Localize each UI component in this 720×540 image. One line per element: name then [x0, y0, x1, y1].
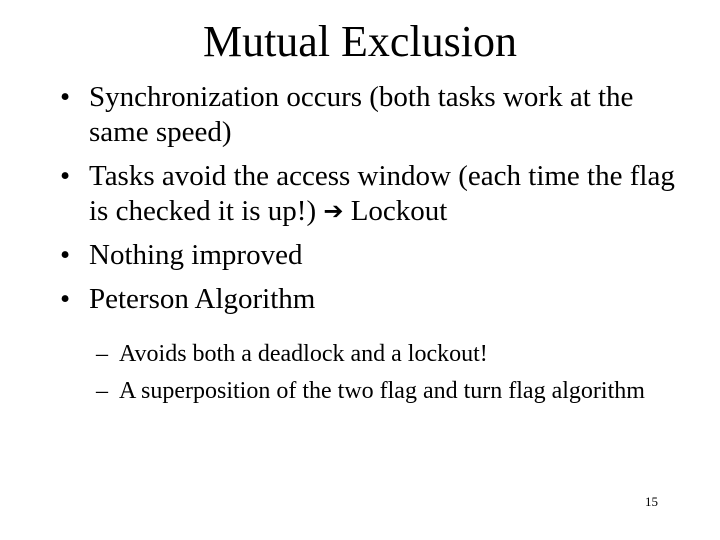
bullet-marker: • [60, 81, 71, 113]
bullet-text-suffix: Lockout [343, 195, 448, 227]
bullet-item [60, 282, 680, 317]
bullet-marker: • [60, 160, 71, 192]
bullet-text: Nothing improved [89, 239, 303, 271]
slide-title: Mutual Exclusion [202, 17, 518, 66]
bullet-item [60, 159, 680, 229]
sub-bullet-marker: – [96, 378, 108, 404]
sub-bullet-text: A superposition of the two flag and turn flag algorithm [119, 378, 645, 404]
bullet-text: Peterson Algorithm [89, 283, 316, 315]
bullet-list [60, 80, 680, 326]
bullet-text: Synchronization occurs (both tasks work at the same speed) [89, 81, 634, 148]
bullet-marker: • [60, 283, 71, 315]
sub-bullet-list [96, 340, 656, 414]
sub-bullet-item [96, 340, 656, 369]
bullet-text: Tasks avoid the access window (each time the flag is checked it is up!) [89, 160, 675, 227]
right-arrow-icon: ➔ [323, 197, 344, 225]
bullet-item [60, 238, 680, 273]
sub-bullet-text: Avoids both a deadlock and a lockout! [119, 341, 488, 367]
sub-bullet-marker: – [96, 341, 108, 367]
bullet-item [60, 80, 680, 150]
page-number: 15 [645, 494, 658, 509]
bullet-marker: • [60, 239, 71, 271]
sub-bullet-item [96, 377, 656, 406]
